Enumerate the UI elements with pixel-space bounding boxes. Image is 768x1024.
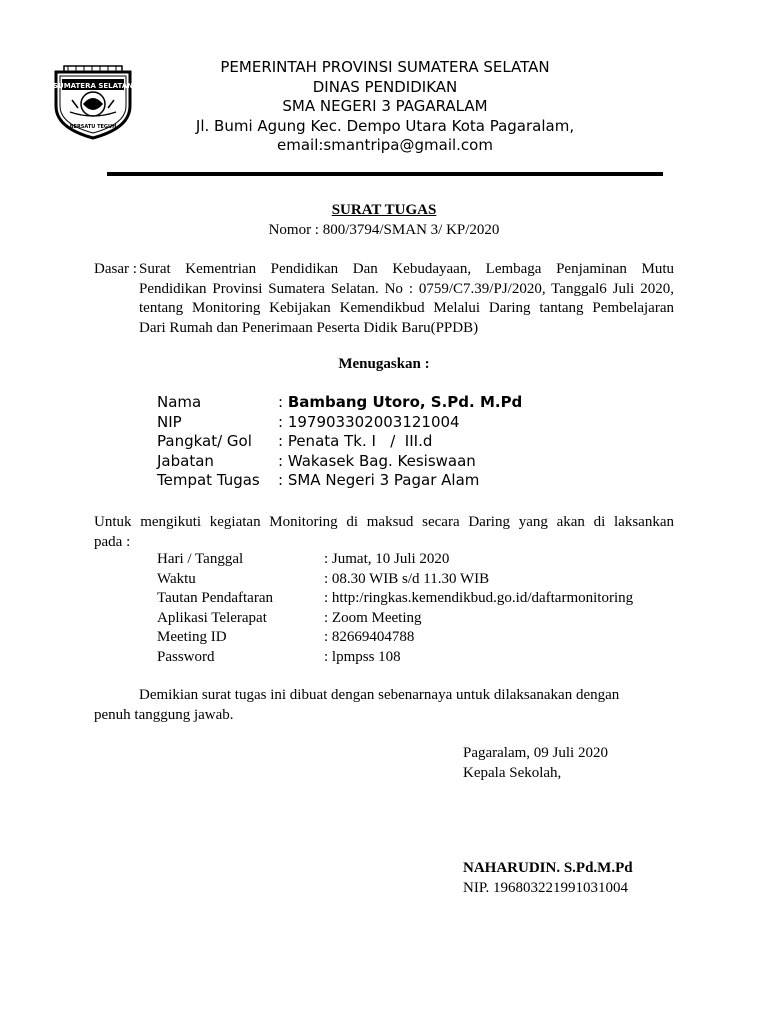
assignee-key: Nama <box>157 393 202 411</box>
assignee-value <box>278 393 522 413</box>
signatory-nip: NIP. 196803221991031004 <box>463 879 629 896</box>
closing-paragraph <box>94 686 654 725</box>
detail-key: Meeting ID <box>157 629 227 645</box>
closing-line: Demikian surat tugas ini dibuat dengan sebenarnaya untuk dilaksanakan dengan <box>139 687 620 703</box>
assignee-value: : Penata Tk. I / III.d <box>278 432 433 450</box>
province-logo <box>50 62 136 140</box>
assignee-colon: : <box>278 393 288 411</box>
dasar-line: Surat Kementrian Pendidikan Dan Kebudayaan, Lembaga Penjaminan Mutu <box>139 261 674 277</box>
detail-key: Password <box>157 648 215 665</box>
detail-value: : 08.30 WIB s/d 11.30 WIB <box>324 570 490 587</box>
svg-text:SUMATERA SELATAN: SUMATERA SELATAN <box>52 82 134 90</box>
signature-place-date: Pagaralam, 09 Juli 2020 <box>463 745 608 761</box>
detail-value: : Jumat, 10 Juli 2020 <box>324 551 450 567</box>
assignee-key: Tempat Tugas <box>157 471 260 489</box>
assignee-key: Pangkat/ Gol <box>157 432 252 450</box>
dasar-paragraph <box>139 260 674 338</box>
detail-value: : 82669404788 <box>324 629 415 645</box>
document-number: Nomor : 800/3794/SMAN 3/ KP/2020 <box>268 222 500 238</box>
detail-value: : lpmpss 108 <box>324 648 401 665</box>
letterhead-address: Jl. Bumi Agung Kec. Dempo Utara Kota Pagaralam, <box>195 116 575 135</box>
menugaskan-heading: Menugaskan : <box>338 356 430 372</box>
closing-line: penuh tanggung jawab. <box>94 706 234 723</box>
letterhead-divider <box>107 172 663 176</box>
purpose-line: Untuk mengikuti kegiatan Monitoring di maksud secara Daring yang akan di laksankan <box>94 514 674 530</box>
detail-value: : Zoom Meeting <box>324 609 422 626</box>
letterhead-email: email:smantripa@gmail.com <box>277 136 493 154</box>
letterhead-school: SMA NEGERI 3 PAGARALAM <box>282 97 488 115</box>
detail-value: : http:/ringkas.kemendikbud.go.id/daftarmonitoring <box>324 590 634 606</box>
detail-key: Hari / Tanggal <box>157 551 244 567</box>
assignee-value: : Wakasek Bag. Kesiswaan <box>278 451 476 470</box>
assignee-value: : 197903302003121004 <box>278 412 460 431</box>
signature-footer <box>463 859 633 898</box>
purpose-paragraph <box>94 513 674 552</box>
dasar-line: Dari Rumah dan Penerimaan Peserta Didik Baru(PPDB) <box>139 319 479 336</box>
assignee-value: : SMA Negeri 3 Pagar Alam <box>278 471 480 489</box>
assignee-key: Jabatan <box>157 451 214 470</box>
signatory-name: NAHARUDIN. S.Pd.M.Pd <box>463 860 633 876</box>
signature-header <box>463 744 608 783</box>
letterhead-government: PEMERINTAH PROVINSI SUMATERA SELATAN <box>220 58 550 76</box>
document-title: SURAT TUGAS <box>331 202 437 218</box>
purpose-line: pada : <box>94 533 131 550</box>
assignee-key: NIP <box>157 412 182 431</box>
dasar-line: tentang Monitoring Kebijakan Kemendikbud Melalui Daring tantang Pembelajaran <box>139 300 674 316</box>
detail-key: Waktu <box>157 570 196 587</box>
svg-text:BERSATU TEGUH: BERSATU TEGUH <box>69 124 117 130</box>
assignee-name: Bambang Utoro, S.Pd. M.Pd <box>287 393 523 411</box>
letterhead-agency: DINAS PENDIDIKAN <box>312 77 458 96</box>
dasar-line: Pendidikan Provinsi Sumatera Selatan. No : 0759/C7.39/PJ/2020, Tanggal6 Juli 2020, <box>139 280 674 297</box>
letterhead <box>140 58 630 156</box>
detail-key: Aplikasi Telerapat <box>157 609 267 626</box>
signature-position: Kepala Sekolah, <box>463 764 562 781</box>
dasar-label: Dasar : <box>94 261 137 277</box>
detail-key: Tautan Pendaftaran <box>157 590 273 606</box>
